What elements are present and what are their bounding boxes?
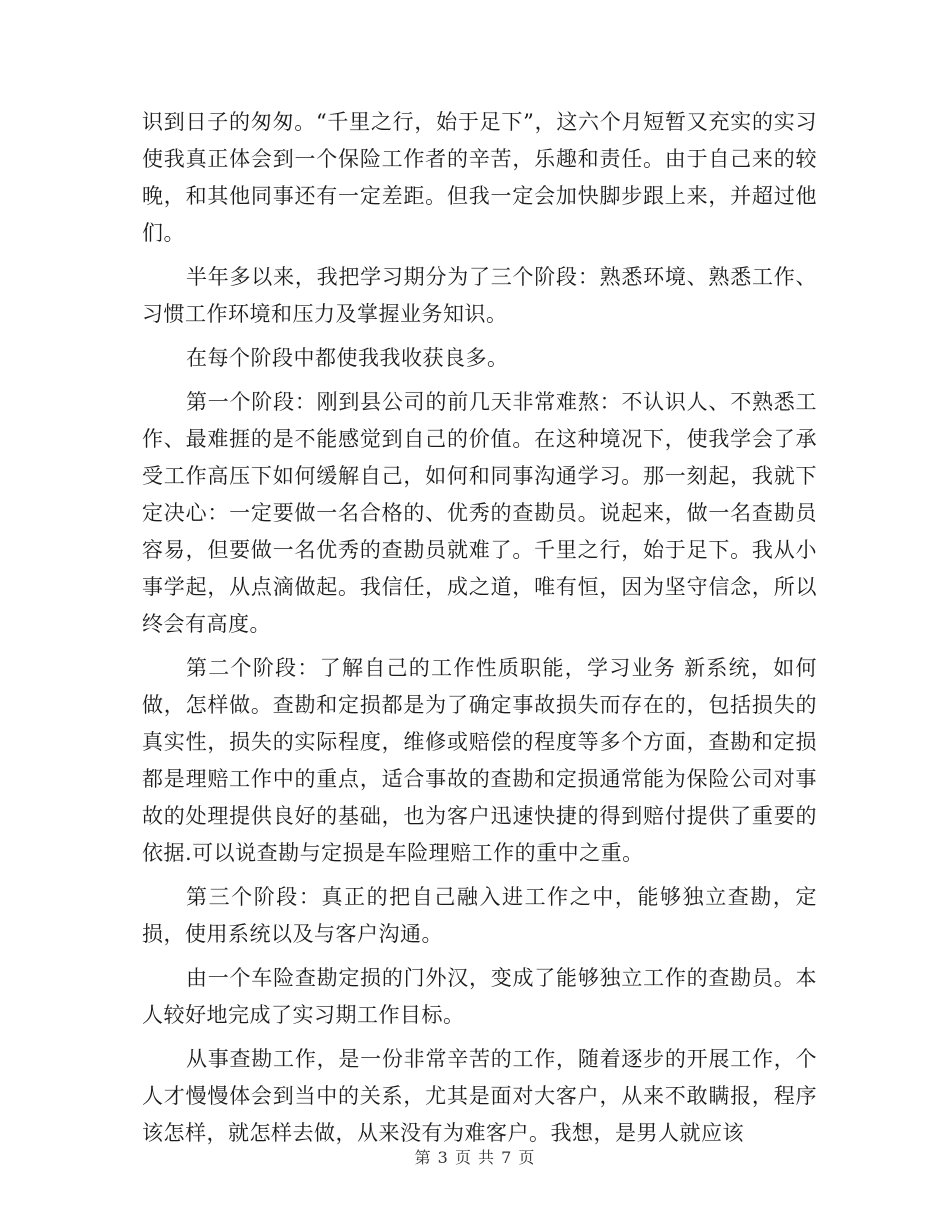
document-body [142,104,817,1159]
paragraph-phase-two: 第二个阶段：了解自己的工作性质职能，学习业务 新系统，如何做，怎样做。查勘和定损都是为了确定事故损失而存在的，包括损失的真实性，损失的实际程度，维修或赔偿的程度等多个方面，查勘和定损都是理赔工作中的重点，适合事故的查勘和定损通常能为保险公司对事故的处理提供良好的基础，也为客户迅速快捷的得到赔付提供了重要的依据.可以说查勘与定损是车险理赔工作的重中之重。 [142,656,817,865]
paragraph-phase-one: 第一个阶段：刚到县公司的前几天非常难熬：不认识人、不熟悉工作、最难捱的是不能感觉到自己的价值。在这种境况下，使我学会了承受工作高压下如何缓解自己，如何和同事沟通学习。那一刻起，我就下定决心：一定要做一名合格的、优秀的查勘员。说起来，做一名查勘员容易，但要做一名优秀的查勘员就难了。千里之行，始于足下。我从小事学起，从点滴做起。我信任，成之道，唯有恒，因为坚守信念，所以终会有高度。 [142,390,817,636]
page-number-footer: 第 3 页 共 7 页 [414,1148,536,1167]
paragraph-result: 由一个车险查勘定损的门外汉，变成了能够独立工作的查勘员。本人较好地完成了实习期工作目标。 [142,966,817,1027]
paragraph-learning-phases: 半年多以来，我把学习期分为了三个阶段：熟悉环境、熟悉工作、习惯工作环境和压力及掌握业务知识。 [142,265,817,326]
paragraph-survey-work: 从事查勘工作，是一份非常辛苦的工作，随着逐步的开展工作，个人才慢慢体会到当中的关系，尤其是面对大客户，从来不敢瞒报，程序该怎样，就怎样去做，从来没有为难客户。我想，是男人就应该 [142,1047,817,1145]
paragraph-gains: 在每个阶段中都使我我收获良多。 [186,346,509,370]
paragraph-continued: 识到日子的匆匆。“千里之行，始于足下”，这六个月短暂又充实的实习使我真正体会到一个保险工作者的辛苦，乐趣和责任。由于自己来的较晚，和其他同事还有一定差距。但我一定会加快脚步跟上来，并超过他们。 [142,110,817,245]
paragraph-phase-three: 第三个阶段：真正的把自己融入进工作之中，能够独立查勘，定损，使用系统以及与客户沟通。 [142,885,817,946]
